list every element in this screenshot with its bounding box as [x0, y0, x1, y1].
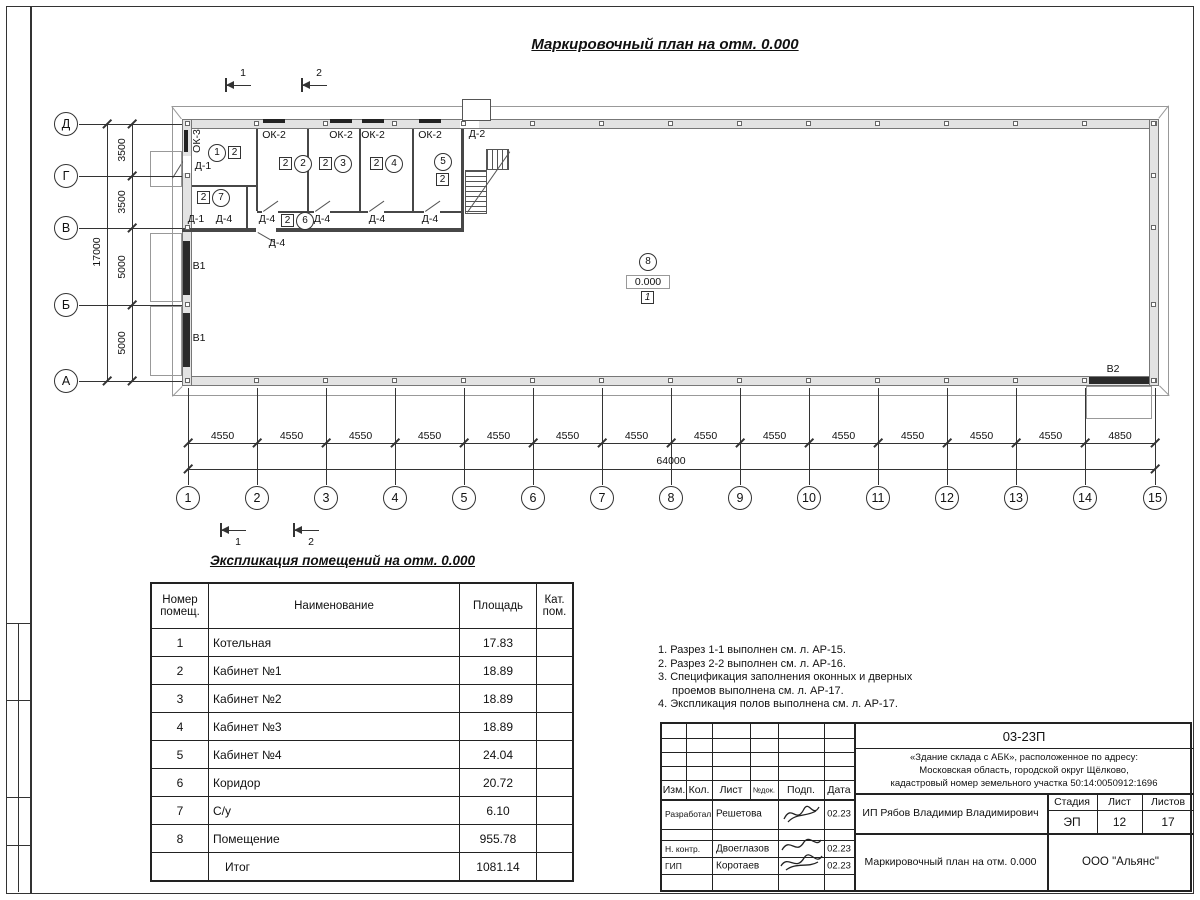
revision-header: Подп.	[787, 784, 815, 796]
schedule-cell-name: Итог	[209, 853, 460, 882]
column-mark	[1151, 121, 1156, 126]
column-mark	[1013, 121, 1018, 126]
tb-line	[662, 874, 854, 875]
column-mark	[323, 121, 328, 126]
column-mark	[737, 378, 742, 383]
column-mark	[185, 225, 190, 230]
schedule-cell-area: 6.10	[460, 797, 537, 825]
room-number-circle: 4	[385, 155, 403, 173]
schedule-cell-cat	[537, 713, 574, 741]
column-mark	[323, 378, 328, 383]
dim-label: 4550	[900, 430, 925, 442]
role-name: Коротаев	[716, 860, 760, 871]
role-date: 02.23	[827, 843, 851, 854]
schedule-cell-area: 1081.14	[460, 853, 537, 882]
gate-ramp	[150, 306, 182, 376]
dim-label: 4550	[1038, 430, 1063, 442]
tb-line	[662, 799, 854, 801]
schedule-cell-num: 2	[151, 657, 209, 685]
grid-row-bubble: Б	[54, 293, 78, 317]
partition-wall	[359, 129, 361, 211]
dim-label: 4550	[417, 430, 442, 442]
column-mark	[875, 378, 880, 383]
schedule-cell-cat	[537, 853, 574, 882]
role-label: Н. контр.	[665, 843, 701, 854]
section-mark-number: 2	[308, 536, 314, 548]
dim-label: 4550	[348, 430, 373, 442]
tb-line	[686, 724, 687, 799]
room-number-circle: 5	[434, 153, 452, 171]
sheet-label: Лист	[1108, 795, 1131, 808]
grid-col-line	[809, 388, 810, 485]
project-address-line: «Здание склада с АБК», расположенное по адресу:	[910, 752, 1138, 763]
window-label-ok2: ОК-2	[262, 129, 286, 141]
door-opening-d1	[183, 156, 191, 173]
grid-col-line	[257, 388, 258, 485]
column-mark	[668, 121, 673, 126]
schedule-cell-cat	[537, 741, 574, 769]
column-mark	[668, 378, 673, 383]
role-name: Двоеглазов	[716, 843, 770, 854]
roof-outline	[172, 106, 1169, 396]
door-label: Д-1	[187, 213, 205, 225]
grid-col-bubble: 4	[383, 486, 407, 510]
note-line: 3. Спецификация заполнения оконных и дверных	[658, 671, 913, 683]
role-date: 02.23	[827, 808, 851, 820]
column-mark	[737, 121, 742, 126]
revision-header: Изм.	[662, 784, 686, 796]
door-label: Д-2	[468, 128, 486, 140]
room-number-circle: 2	[294, 155, 312, 173]
floor-type-square: 2	[319, 157, 332, 170]
schedule-row	[151, 629, 573, 657]
tb-line	[750, 724, 751, 799]
grid-col-line	[1016, 388, 1017, 485]
schedule-cell-num: 1	[151, 629, 209, 657]
room-number-circle: 7	[212, 189, 230, 207]
door-label: Д-4	[258, 213, 276, 225]
grid-col-line	[464, 388, 465, 485]
column-mark	[1082, 121, 1087, 126]
schedule-row	[151, 825, 573, 853]
dim-label: 3500	[116, 190, 128, 214]
grid-row-bubble: В	[54, 216, 78, 240]
dim-line-horizontal	[188, 469, 1155, 470]
grid-col-line	[188, 388, 189, 485]
schedule-cell-cat	[537, 825, 574, 853]
schedule-cell-area: 17.83	[460, 629, 537, 657]
grid-col-line	[326, 388, 327, 485]
column-mark	[254, 378, 259, 383]
door-label: Д-4	[421, 213, 439, 225]
floor-type-square: 2	[281, 214, 294, 227]
room-number-circle: 6	[296, 212, 314, 230]
tb-line	[662, 780, 854, 781]
schedule-cell-num	[151, 853, 209, 882]
stage-label: Стадия	[1054, 795, 1090, 808]
door-label: Д-1	[194, 160, 212, 172]
role-date: 02.23	[827, 860, 851, 871]
gate-ramp	[1086, 386, 1152, 419]
section-mark-number: 1	[240, 67, 246, 79]
title-block	[660, 722, 1192, 892]
floor-type-square: 2	[436, 173, 449, 186]
schedule-row	[151, 713, 573, 741]
schedule-cell-cat	[537, 797, 574, 825]
dim-line-vertical	[132, 124, 133, 381]
window-label-ok2: ОК-2	[361, 129, 385, 141]
stair-flight-lower	[465, 170, 487, 214]
schedule-row	[151, 797, 573, 825]
room-number-circle: 1	[208, 144, 226, 162]
notes-block	[658, 644, 912, 712]
column-mark	[392, 121, 397, 126]
window-ok2	[263, 119, 285, 123]
gate-v2	[1089, 377, 1149, 384]
column-mark	[1013, 378, 1018, 383]
schedule-cell-cat	[537, 685, 574, 713]
grid-col-line	[671, 388, 672, 485]
schedule-row	[151, 741, 573, 769]
column-mark	[185, 302, 190, 307]
entrance-vestibule	[462, 99, 491, 121]
column-mark	[530, 378, 535, 383]
note-line: 2. Разрез 2-2 выполнен см. л. АР-16.	[658, 657, 846, 670]
plan-title: Маркировочный план на отм. 0.000	[531, 36, 799, 53]
schedule-cell-name: Кабинет №1	[209, 657, 460, 685]
column-mark	[944, 121, 949, 126]
room-number-circle: 8	[639, 253, 657, 271]
partition-wall	[256, 129, 258, 211]
gate-label: В1	[192, 260, 206, 272]
grid-col-bubble: 5	[452, 486, 476, 510]
dim-label: 3500	[116, 138, 128, 162]
grid-col-line	[947, 388, 948, 485]
schedule-cell-num: 6	[151, 769, 209, 797]
grid-col-line	[1155, 388, 1156, 485]
role-label: ГИП	[665, 860, 682, 871]
tb-line	[712, 724, 713, 890]
dim-label: 5000	[116, 254, 128, 279]
schedule-cell-area: 18.89	[460, 713, 537, 741]
client-name: ИП Рябов Владимир Владимирович	[862, 807, 1039, 819]
room-schedule-table	[150, 582, 574, 882]
schedule-row	[151, 853, 573, 882]
tb-line	[824, 724, 825, 890]
schedule-cell-cat	[537, 769, 574, 797]
grid-col-bubble: 2	[245, 486, 269, 510]
note-line: проемов выполнена см. л. АР-17.	[672, 684, 844, 697]
dim-label: 4550	[555, 430, 580, 442]
window-ok2	[330, 119, 352, 123]
column-mark	[1151, 225, 1156, 230]
window-label-ok2: ОК-2	[329, 129, 353, 141]
column-mark	[1151, 173, 1156, 178]
tb-line	[662, 766, 854, 767]
schedule-cell-area: 955.78	[460, 825, 537, 853]
schedule-row	[151, 769, 573, 797]
schedule-cell-name: Кабинет №3	[209, 713, 460, 741]
column-mark	[806, 121, 811, 126]
schedule-header: Кат. пом.	[537, 583, 574, 629]
gate-label: В1	[192, 332, 206, 344]
column-mark	[875, 121, 880, 126]
grid-col-line	[602, 388, 603, 485]
dim-label: 4550	[831, 430, 856, 442]
gate-label: В2	[1106, 363, 1120, 375]
entrance-landing	[150, 151, 182, 187]
dim-label: 4550	[210, 430, 235, 442]
corridor-wall	[384, 211, 424, 213]
partition-wall	[412, 129, 414, 211]
note-line: 1. Разрез 1-1 выполнен см. л. АР-15.	[658, 644, 846, 656]
section-mark-arrow	[302, 81, 310, 89]
floor-type-square: 2	[228, 146, 241, 159]
schedule-cell-num: 8	[151, 825, 209, 853]
grid-col-bubble: 10	[797, 486, 821, 510]
section-mark-number: 2	[316, 67, 322, 79]
grid-col-bubble: 11	[866, 486, 890, 510]
grid-col-line	[1085, 388, 1086, 485]
column-mark	[185, 121, 190, 126]
role-name: Решетова	[716, 808, 762, 820]
dim-line-vertical	[107, 124, 108, 381]
schedule-cell-num: 3	[151, 685, 209, 713]
stage-value: ЭП	[1063, 814, 1081, 829]
schedule-cell-name: Коридор	[209, 769, 460, 797]
grid-col-bubble: 15	[1143, 486, 1167, 510]
column-mark	[461, 121, 466, 126]
schedule-cell-area: 20.72	[460, 769, 537, 797]
organization-name: ООО "Альянс"	[1082, 856, 1159, 868]
schedule-cell-cat	[537, 629, 574, 657]
room-number-circle: 3	[334, 155, 352, 173]
section-mark-arrow	[226, 81, 234, 89]
grid-col-bubble: 12	[935, 486, 959, 510]
column-mark	[944, 378, 949, 383]
floor-type-square: 1	[641, 291, 654, 304]
dim-label: 4550	[279, 430, 304, 442]
schedule-cell-name: С/у	[209, 797, 460, 825]
schedule-row	[151, 685, 573, 713]
signature	[778, 836, 824, 876]
dim-label: 4550	[624, 430, 649, 442]
window-ok2	[362, 119, 384, 123]
sheet-number: 12	[1112, 814, 1127, 829]
window-ok2	[419, 119, 441, 123]
grid-col-line	[533, 388, 534, 485]
schedule-header: Наименование	[209, 583, 460, 629]
document-number: 03-23П	[1002, 728, 1046, 744]
floor-type-square: 2	[197, 191, 210, 204]
column-mark	[1151, 378, 1156, 383]
grid-col-line	[878, 388, 879, 485]
schedule-header: Номер помещ.	[151, 583, 209, 629]
column-mark	[1151, 302, 1156, 307]
gate-ramp	[150, 233, 182, 302]
tb-line	[662, 829, 854, 830]
office-right-wall	[461, 129, 464, 232]
door-label: Д-4	[215, 213, 233, 225]
exterior-wall-right	[1149, 119, 1159, 386]
door-label: Д-4	[368, 213, 386, 225]
drawing-name: Маркировочный план на отм. 0.000	[864, 856, 1037, 868]
sheets-total: 17	[1161, 814, 1175, 829]
sheets-label: Листов	[1150, 795, 1186, 808]
corridor-wall	[440, 211, 461, 213]
column-mark	[806, 378, 811, 383]
dim-line-horizontal	[188, 443, 1155, 444]
grid-col-bubble: 8	[659, 486, 683, 510]
window-label-ok3: ОК-3	[191, 129, 203, 153]
revision-header: Кол.	[688, 784, 710, 796]
column-mark	[185, 173, 190, 178]
grid-col-bubble: 6	[521, 486, 545, 510]
grid-col-line	[740, 388, 741, 485]
column-mark	[392, 378, 397, 383]
schedule-cell-num: 7	[151, 797, 209, 825]
tb-line	[662, 752, 854, 753]
tb-line	[662, 857, 854, 858]
dim-label: 4550	[486, 430, 511, 442]
column-mark	[185, 378, 190, 383]
grid-col-bubble: 3	[314, 486, 338, 510]
tb-line	[854, 748, 1194, 749]
dim-label: 4550	[969, 430, 994, 442]
elevation-mark: 0.000	[626, 275, 670, 289]
schedule-header: Площадь	[460, 583, 537, 629]
wc-wall	[246, 187, 248, 230]
revision-header: №док.	[753, 785, 775, 795]
schedule-cell-name: Кабинет №2	[209, 685, 460, 713]
dim-label: 4550	[762, 430, 787, 442]
column-mark	[461, 378, 466, 383]
grid-col-bubble: 13	[1004, 486, 1028, 510]
grid-col-bubble: 1	[176, 486, 200, 510]
section-mark-arrow	[221, 526, 229, 534]
column-mark	[599, 378, 604, 383]
schedule-cell-cat	[537, 657, 574, 685]
grid-row-bubble: Г	[54, 164, 78, 188]
project-address-line: кадастровый номер земельного участка 50:14:0050912:1696	[890, 778, 1158, 789]
gate-v1	[183, 313, 190, 367]
column-mark	[254, 121, 259, 126]
schedule-cell-name: Помещение	[209, 825, 460, 853]
dim-label: 4550	[693, 430, 718, 442]
schedule-row	[151, 657, 573, 685]
schedule-cell-area: 18.89	[460, 657, 537, 685]
grid-col-bubble: 9	[728, 486, 752, 510]
window-ok3	[184, 130, 188, 152]
schedule-cell-area: 18.89	[460, 685, 537, 713]
column-mark	[530, 121, 535, 126]
section-mark-number: 1	[235, 536, 241, 548]
revision-header: Лист	[719, 784, 743, 796]
schedule-cell-name: Котельная	[209, 629, 460, 657]
signature	[780, 801, 822, 827]
office-bottom-wall	[182, 228, 256, 232]
grid-col-line	[395, 388, 396, 485]
tb-line	[662, 738, 854, 739]
grid-col-bubble: 14	[1073, 486, 1097, 510]
tb-line	[662, 840, 854, 841]
schedule-title: Экспликация помещений на отм. 0.000	[209, 553, 476, 568]
schedule-cell-num: 4	[151, 713, 209, 741]
door-label: Д-4	[313, 213, 331, 225]
project-address-line: Московская область, городской округ Щёлково,	[919, 765, 1129, 776]
dim-total-label: 17000	[91, 237, 103, 267]
schedule-cell-name: Кабинет №4	[209, 741, 460, 769]
dim-label: 4850	[1108, 430, 1132, 442]
floor-type-square: 2	[279, 157, 292, 170]
gate-v1	[183, 241, 190, 295]
grid-col-bubble: 7	[590, 486, 614, 510]
dim-label: 5000	[116, 331, 128, 355]
role-label: Разработал	[665, 809, 712, 819]
corridor-wall	[330, 211, 368, 213]
column-mark	[1082, 378, 1087, 383]
grid-row-bubble: Д	[54, 112, 78, 136]
floor-type-square: 2	[370, 157, 383, 170]
door-label: Д-4	[268, 237, 286, 249]
note-line: 4. Экспликация полов выполнена см. л. АР-17.	[658, 698, 898, 710]
grid-row-bubble: А	[54, 369, 78, 393]
dim-total-label: 64000	[656, 455, 686, 467]
section-mark-arrow	[294, 526, 302, 534]
schedule-cell-area: 24.04	[460, 741, 537, 769]
revision-header: Дата	[827, 784, 851, 796]
window-label-ok2: ОК-2	[418, 129, 442, 141]
column-mark	[599, 121, 604, 126]
schedule-cell-num: 5	[151, 741, 209, 769]
